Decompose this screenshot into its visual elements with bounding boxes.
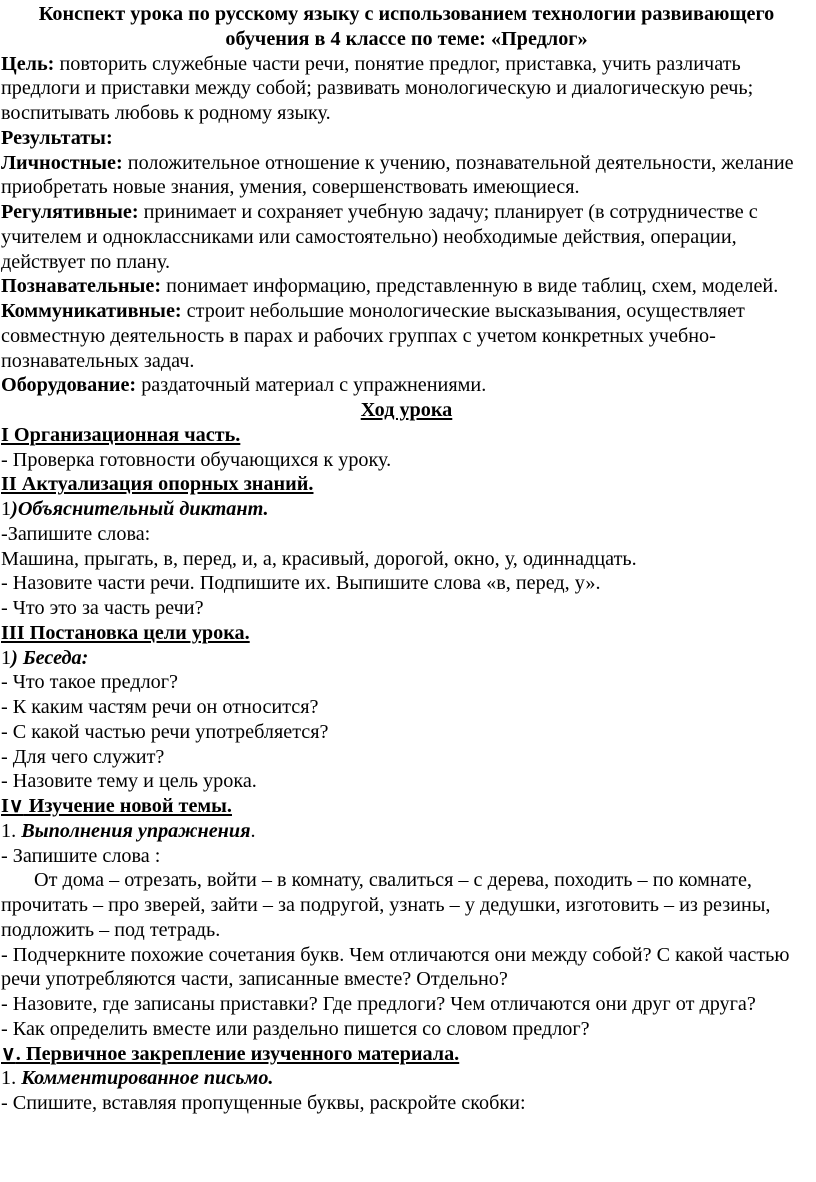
equipment-paragraph xyxy=(1,373,812,398)
section-2-line: - Назовите части речи. Подпишите их. Выпишите слова «в, перед, у». xyxy=(1,572,601,595)
cognitive-results xyxy=(1,274,812,299)
section-4-line: - Запишите слова : xyxy=(1,844,161,867)
section-3-sub-title: ) Беседа: xyxy=(11,646,89,669)
section-2-subheading xyxy=(1,497,812,522)
regulatory-text: принимает и сохраняет учебную задачу; планирует (в сотрудничестве с учителем и одноклассниками или самостоятельно) необходимые действия, операции, действует по плану. xyxy=(1,201,758,273)
communicative-label: Коммуникативные: xyxy=(1,300,182,322)
section-4-sub-number: 1. xyxy=(1,819,22,842)
section-3-subheading xyxy=(1,646,812,671)
communicative-text: строит небольшие монологические высказывания, осуществляет совместную деятельность в парах и рабочих группах с учетом конкретных учебно-познавательных задач. xyxy=(1,300,745,372)
course-heading: Ход урока xyxy=(360,399,453,421)
section-1-line: - Проверка готовности обучающихся к уроку. xyxy=(1,448,392,471)
section-4-line: - Назовите, где записаны приставки? Где предлоги? Чем отличаются они друг от друга? xyxy=(1,993,756,1015)
section-5-heading xyxy=(1,1042,812,1067)
section-5-heading-text: . Первичное закрепление изученного материала. xyxy=(15,1042,460,1065)
section-3-line: - С какой частью речи употребляется? xyxy=(1,720,329,743)
goal-label: Цель: xyxy=(1,52,55,75)
section-4-line: - Как определить вместе или раздельно пишется со словом предлог? xyxy=(1,1017,590,1040)
section-4-word-list: От дома – отрезать, войти – в комнату, свалиться – с дерева, походить – по комнате, прочитать – про зверей, зайти – за подругой, узнать – у дедушки, изготовить – из резины, подложить – под тетрадь. xyxy=(1,869,771,941)
communicative-results xyxy=(1,299,812,373)
section-4-heading-text: Изучение новой темы. xyxy=(23,795,232,817)
goal-text: повторить служебные части речи, понятие предлог, приставка, учить различать предлоги и приставки между собой; развивать монологическую и диалогическую речь; воспитывать любовь к родному языку. xyxy=(1,52,754,124)
section-4-subheading xyxy=(1,819,812,844)
section-5-heading-number: ∨ xyxy=(1,1042,16,1065)
section-5-subheading xyxy=(1,1066,812,1091)
section-5-line: - Спишите, вставляя пропущенные буквы, раскройте скобки: xyxy=(1,1092,526,1114)
cognitive-label: Познавательные: xyxy=(1,275,162,298)
personal-results xyxy=(1,151,812,201)
equipment-text: раздаточный материал с упражнениями. xyxy=(136,374,487,397)
section-3-heading: III Постановка цели урока. xyxy=(1,621,250,644)
section-2-sub-number: 1 xyxy=(1,498,12,520)
section-2-line: -Запишите слова: xyxy=(1,522,151,545)
section-2-line: Машина, прыгать, в, перед, и, а, красивый, дорогой, окно, у, одиннадцать. xyxy=(1,547,637,570)
section-3-line: - К каким частям речи он относится? xyxy=(1,696,319,718)
regulatory-label: Регулятивные: xyxy=(1,201,139,223)
section-3-line: - Для чего служит? xyxy=(1,745,165,768)
section-5-sub-number: 1. xyxy=(1,1067,22,1090)
document-title: Конспект урока по русскому языку с использованием технологии развивающего обучения в 4 классе по теме: «Предлог» xyxy=(38,3,775,50)
section-3-line: - Назовите тему и цель урока. xyxy=(1,770,257,793)
personal-label: Личностные: xyxy=(1,151,123,174)
section-5-sub-title: Комментированное письмо. xyxy=(21,1067,274,1090)
section-4-heading-number: I∨ xyxy=(1,795,24,817)
regulatory-results xyxy=(1,200,812,274)
section-4-heading xyxy=(1,794,812,819)
section-3-sub-number: 1 xyxy=(1,646,12,669)
section-4-sub-tail: . xyxy=(250,819,256,842)
section-2-line: - Что это за часть речи? xyxy=(1,597,204,619)
section-2-heading: II Актуализация опорных знаний. xyxy=(1,473,314,496)
personal-text: положительное отношение к учению, познавательной деятельности, желание приобретать новые знания, умения, совершенствовать имеющиеся. xyxy=(1,151,794,199)
goal-paragraph xyxy=(1,52,812,126)
section-4-sub-title: Выполнения упражнения xyxy=(21,819,251,842)
section-4-line: - Подчеркните похожие сочетания букв. Чем отличаются они между собой? С какой частью речи употребляются части, записанные вместе? Отдельно? xyxy=(1,943,790,991)
section-3-line: - Что такое предлог? xyxy=(1,671,179,694)
results-heading: Результаты: xyxy=(1,126,113,149)
section-1-heading: I Организационная часть. xyxy=(1,423,241,446)
equipment-label: Оборудование: xyxy=(1,374,137,397)
cognitive-text: понимает информацию, представленную в виде таблиц, схем, моделей. xyxy=(161,275,779,298)
section-2-sub-title: )Объяснительный диктант. xyxy=(11,498,269,520)
